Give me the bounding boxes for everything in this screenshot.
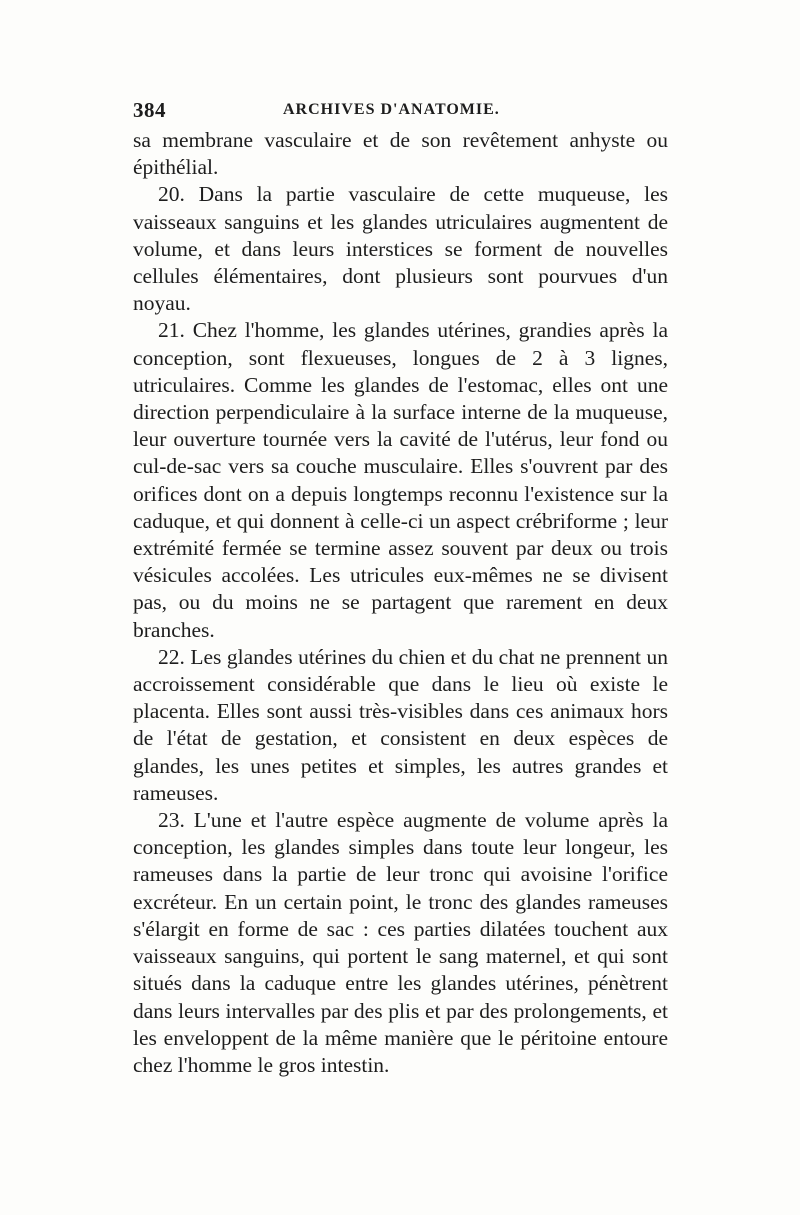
paragraph-continued: [133, 127, 668, 181]
page-header: [133, 98, 673, 124]
paragraph-22: [133, 644, 668, 807]
paragraph-23: [133, 807, 668, 1079]
paragraph-text: sa membrane vasculaire et de son revêtement anhyste ou épithélial.: [133, 128, 668, 180]
paragraph-number: 23.: [158, 808, 185, 833]
paragraph-text: L'une et l'autre espèce augmente de volume après la conception, les glandes simples dans toute leur longeur, les rameuses dans la partie de leur tronc qui avoisine l'orifice excréteur. En un certain point, le tronc des glandes rameuses s'élargit en forme de sac : ces parties dilatées touchent aux vaisseaux sanguins, qui portent le sang maternel, et qui sont situés dans la caduque entre les glandes utérines, pénètrent dans leurs intervalles par des plis et par des prolongements, et les enveloppent de la même manière que le péritoine entoure chez l'homme le gros intestin.: [133, 808, 669, 1077]
paragraph-21: [133, 317, 668, 643]
page-number: 384: [133, 98, 166, 122]
paragraph-text: Chez l'homme, les glandes utérines, grandies après la conception, sont flexueuses, longues de 2 à 3 lignes, utriculaires. Comme les glandes de l'estomac, elles ont une direction perpendiculaire à la surface interne de la muqueuse, leur ouverture tournée vers la cavité de l'utérus, leur fond ou cul-de-sac vers sa couche musculaire. Elles s'ouvrent par des orifices dont on a depuis longtemps reconnu l'existence sur la caduque, et qui donnent à celle-ci un aspect crébriforme ; leur extrémité fermée se termine assez souvent par deux ou trois vésicules accolées. Les utricules eux-mêmes ne se divisent pas, ou du moins ne se partagent que rarement en deux branches.: [133, 318, 669, 642]
running-head: ARCHIVES D'ANATOMIE.: [283, 101, 500, 118]
paragraph-20: [133, 181, 668, 317]
body-text: [133, 127, 668, 1079]
paragraph-number: 21.: [158, 318, 185, 343]
paragraph-text: Dans la partie vasculaire de cette muqueuse, les vaisseaux sanguins et les glandes utriculaires augmentent de volume, et dans leurs interstices se forment de nouvelles cellules élémentaires, dont plusieurs sont pourvues d'un noyau.: [133, 182, 669, 316]
paragraph-number: 20.: [158, 182, 185, 207]
paragraph-text: Les glandes utérines du chien et du chat ne prennent un accroissement considérable que dans le lieu où existe le placenta. Elles sont aussi très-visibles dans ces animaux hors de l'état de gestation, et consistent en deux espèces de glandes, les unes petites et simples, les autres grandes et rameuses.: [133, 644, 668, 805]
paragraph-number: 22.: [158, 644, 185, 669]
